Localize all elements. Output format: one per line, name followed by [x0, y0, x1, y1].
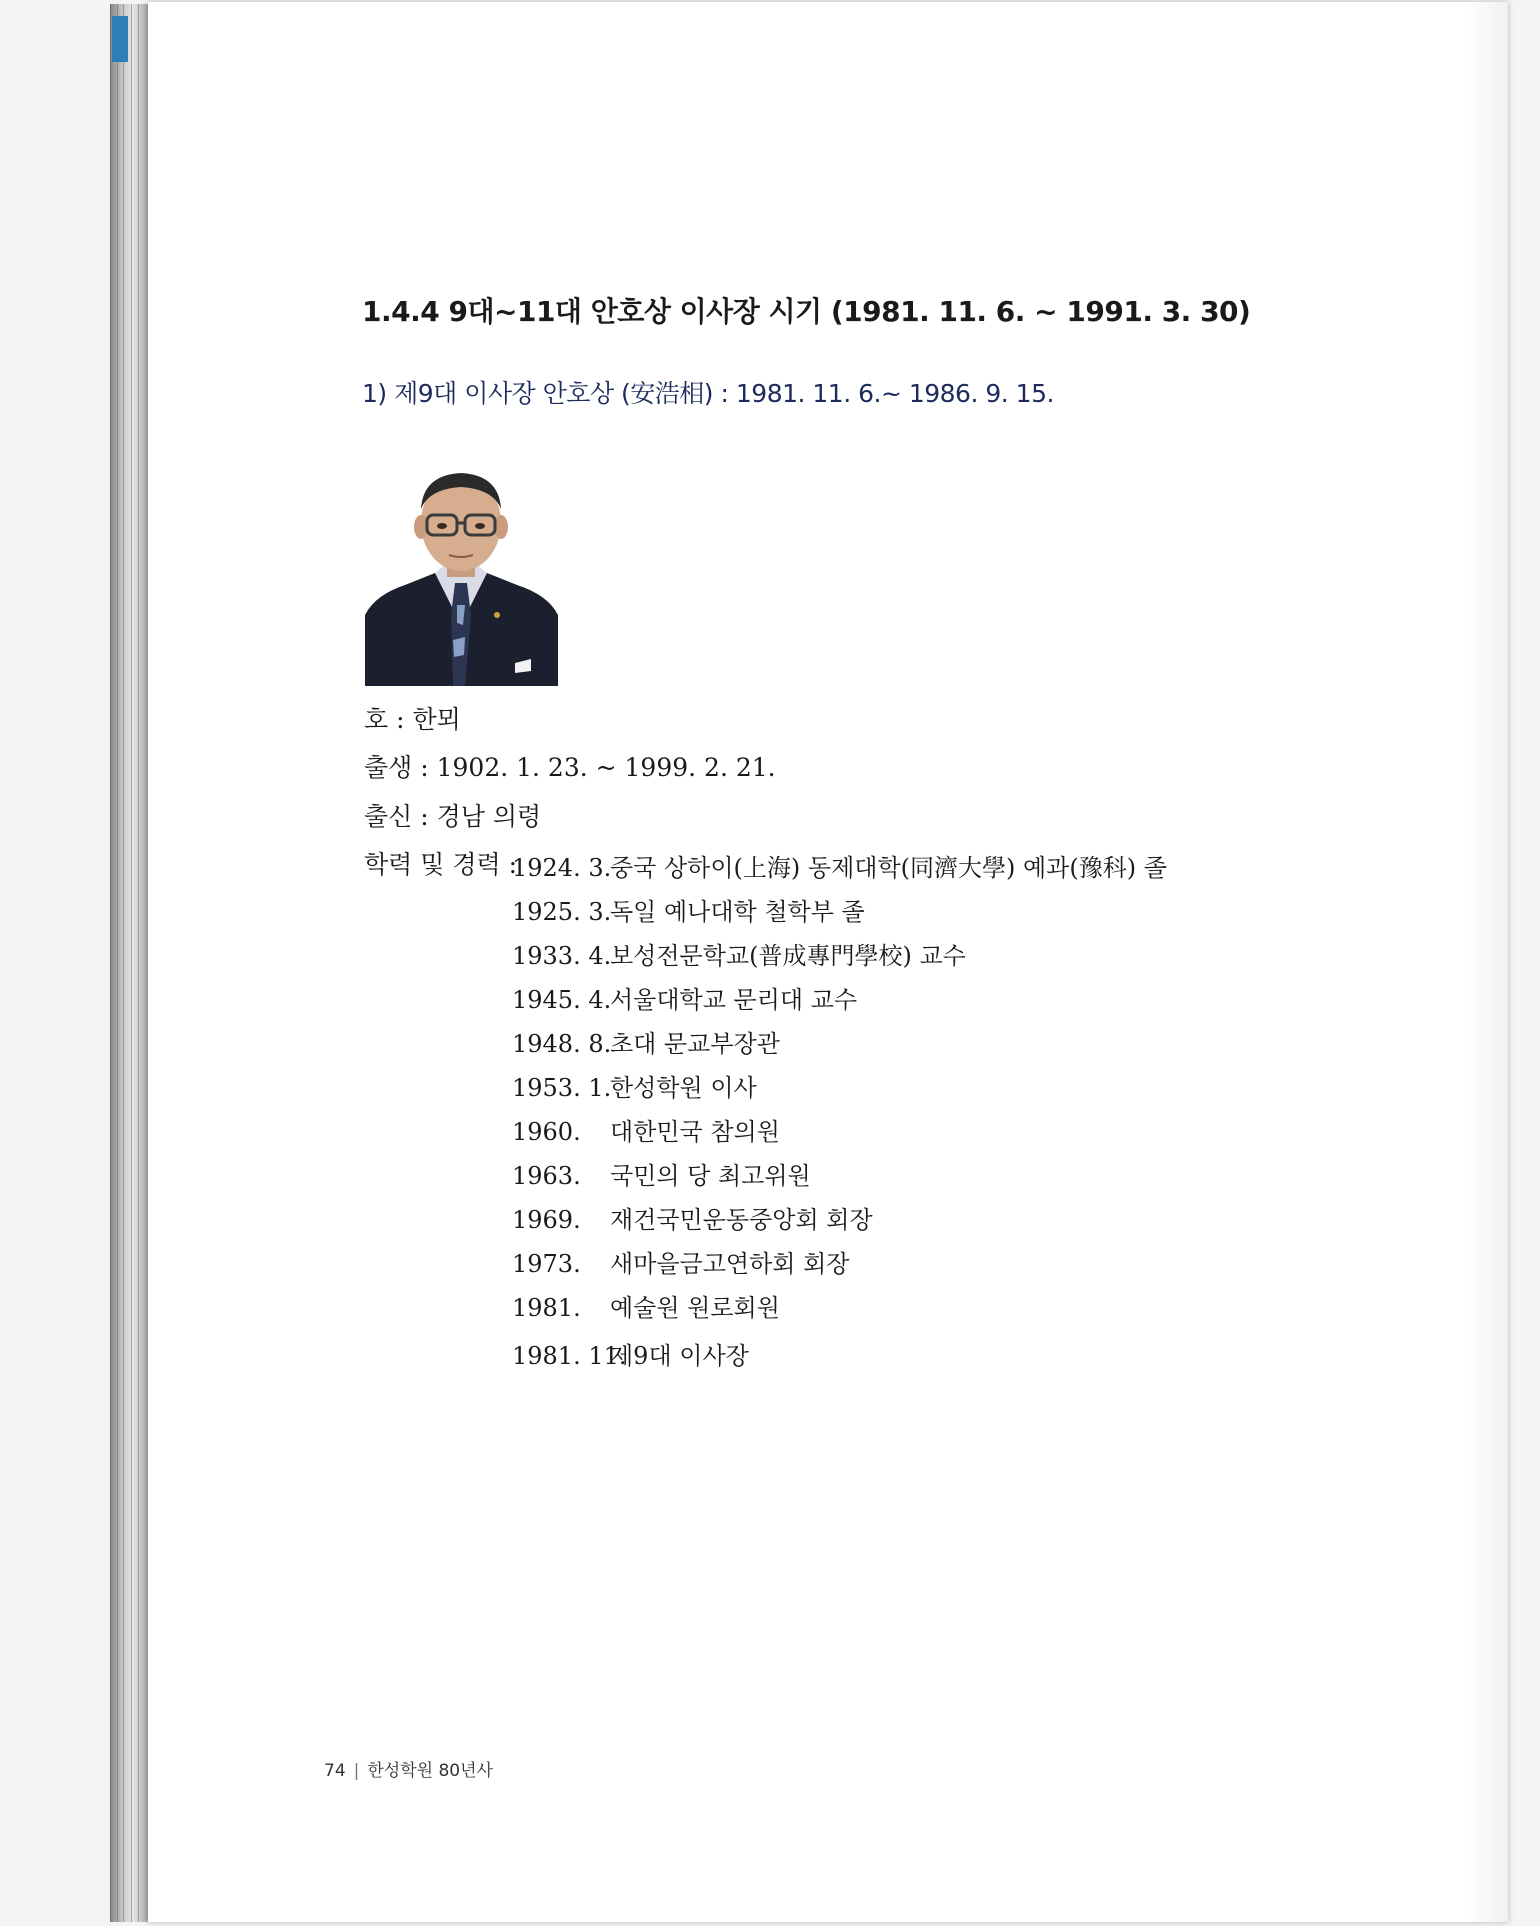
career-entry: 1933. 4.보성전문학교(普成專門學校) 교수: [512, 942, 966, 970]
origin: 출신 : 경남 의령: [364, 802, 542, 831]
career-entry: 1960. 대한민국 참의원: [512, 1118, 780, 1146]
career-entry: 1981. 예술원 원로회원: [512, 1294, 780, 1322]
career-entry: 1969. 재건국민운동중앙회 회장: [512, 1206, 873, 1234]
spine-color-tab: [112, 16, 128, 62]
birth-dates: 출생 : 1902. 1. 23. ~ 1999. 2. 21.: [364, 753, 776, 782]
book-spine-edge: [110, 4, 151, 1922]
book-page: [148, 2, 1508, 1922]
career-entry: 1945. 4.서울대학교 문리대 교수: [512, 986, 858, 1014]
section-title: 1.4.4 9대~11대 안호상 이사장 시기 (1981. 11. 6. ~ 1991. 3. 30): [362, 295, 1251, 328]
footer-separator: |: [353, 1761, 360, 1781]
career-entry: 1973. 새마을금고연하회 회장: [512, 1250, 850, 1278]
portrait-photo: [365, 465, 558, 686]
career-entry: 1948. 8.초대 문교부장관: [512, 1030, 780, 1058]
book-title: 한성학원 80년사: [367, 1761, 493, 1781]
career-entry: 1963. 국민의 당 최고위원: [512, 1162, 811, 1190]
career-entry: 1924. 3.중국 상하이(上海) 동제대학(同濟大學) 예과(豫科) 졸: [512, 854, 1167, 882]
career-entry: 1953. 1.한성학원 이사: [512, 1074, 757, 1102]
career-entry: 1925. 3.독일 예나대학 철학부 졸: [512, 898, 865, 926]
pen-name: 호 : 한뫼: [364, 705, 461, 734]
page-footer: [324, 1756, 493, 1781]
career-entry: 1981. 11.제9대 이사장: [512, 1342, 749, 1370]
subsection-title: 1) 제9대 이사장 안호상 (安浩相) : 1981. 11. 6.~ 1986. 9. 15.: [362, 379, 1054, 408]
career-label: 학력 및 경력 :: [364, 850, 518, 879]
page-number: 74: [324, 1761, 346, 1781]
